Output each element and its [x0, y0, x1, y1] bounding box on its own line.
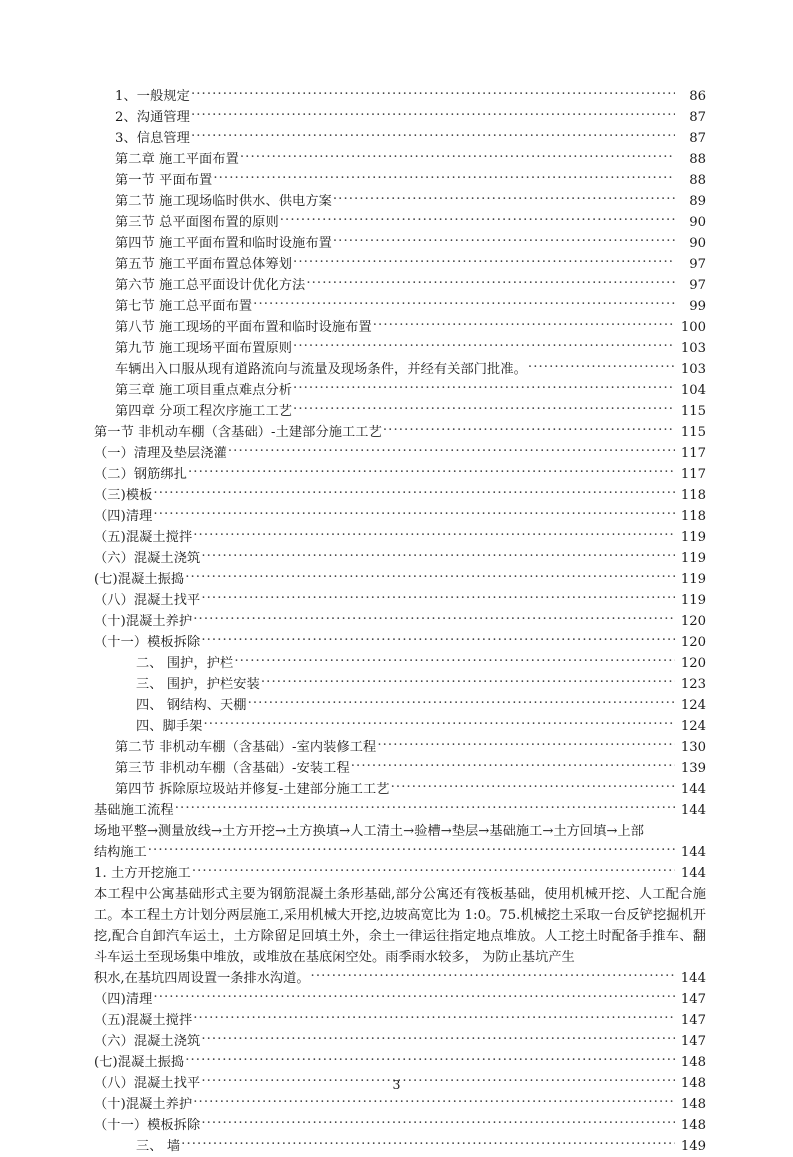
toc-flow-entry-tail-text: 结构施工: [94, 845, 147, 860]
toc-entry-label: (七)混凝土振捣: [94, 1055, 185, 1070]
toc-flow-entry[interactable]: [94, 821, 706, 863]
toc-page-number: 104: [680, 383, 706, 398]
toc-entry[interactable]: [94, 275, 706, 296]
toc-entry-label: （五)混凝土搅拌: [94, 530, 193, 545]
toc-entry[interactable]: [94, 464, 706, 485]
toc-page-number: 148: [680, 1097, 706, 1112]
toc-page-number: 144: [680, 803, 706, 818]
toc-entry[interactable]: [94, 107, 706, 128]
toc-page-number: 120: [680, 656, 706, 671]
toc-paragraph-entry[interactable]: [94, 884, 706, 989]
toc-entry-label: 第四章 分项工程次序施工工艺: [115, 404, 293, 419]
toc-leader-dots: [253, 297, 675, 310]
toc-page-number: 86: [689, 89, 706, 104]
toc-page-number: 90: [689, 215, 706, 230]
toc-leader-dots: [185, 1053, 675, 1066]
toc-entry[interactable]: [94, 632, 706, 653]
toc-entry[interactable]: [94, 653, 706, 674]
toc-page-number: 97: [689, 257, 706, 272]
toc-page-number: 103: [680, 362, 706, 377]
toc-page-number: 123: [680, 677, 706, 692]
toc-page-number: 118: [680, 509, 706, 524]
toc-entry[interactable]: [94, 380, 706, 401]
toc-page-number: 147: [680, 992, 706, 1007]
toc-entry-label: 1. 土方开挖施工: [94, 866, 191, 881]
toc-leader-dots: [188, 465, 675, 478]
toc-entry[interactable]: [94, 737, 706, 758]
toc-page-number: 124: [680, 719, 706, 734]
toc-leader-dots: [191, 129, 675, 142]
toc-entry[interactable]: [94, 191, 706, 212]
toc-leader-dots: [373, 318, 675, 331]
toc-leader-dots: [234, 654, 675, 667]
toc-entry[interactable]: [94, 422, 706, 443]
toc-leader-dots: [191, 87, 675, 100]
toc-entry-label: 三、 墙: [136, 1139, 181, 1154]
toc-entry[interactable]: [94, 170, 706, 191]
toc-entry-label: 第七节 施工总平面布置: [115, 299, 253, 314]
toc-leader-dots: [185, 570, 675, 583]
toc-page-number: 90: [689, 236, 706, 251]
toc-entry-label: (七)混凝土振捣: [94, 572, 185, 587]
toc-entry-label: （四)清理: [94, 992, 153, 1007]
toc-leader-dots: [351, 759, 675, 772]
toc-entry[interactable]: [94, 233, 706, 254]
toc-entry-label: 三、 围护，护栏安装: [136, 677, 260, 692]
toc-leader-dots: [201, 591, 675, 604]
toc-leader-dots: [192, 864, 675, 877]
toc-entry[interactable]: [94, 548, 706, 569]
toc-entry[interactable]: [94, 758, 706, 779]
toc-entry[interactable]: [94, 989, 706, 1010]
toc-entry[interactable]: [94, 443, 706, 464]
toc-entry-label: （八）混凝土找平: [94, 593, 201, 608]
toc-entry-label: （八）混凝土找平: [94, 1076, 201, 1091]
toc-leader-dots: [333, 192, 675, 205]
toc-entry-label: 车辆出入口服从现有道路流向与流量及现场条件，并经有关部门批准。: [115, 362, 527, 377]
toc-page-number: 103: [680, 341, 706, 356]
toc-entry[interactable]: [94, 317, 706, 338]
toc-page-number: 100: [680, 320, 706, 335]
page-footer: [0, 1077, 793, 1092]
toc-entry-label: （十)混凝土养护: [94, 614, 193, 629]
toc-page-number: 144: [680, 866, 706, 881]
toc-entry[interactable]: [94, 149, 706, 170]
toc-entry[interactable]: [94, 1094, 706, 1115]
toc-leader-dots: [306, 276, 675, 289]
toc-entry-label: 第三章 施工项目重点难点分析: [115, 383, 293, 398]
toc-entry-label: （十一）模板拆除: [94, 635, 201, 650]
toc-page-number: 119: [680, 551, 706, 566]
toc-leader-dots: [175, 801, 675, 814]
toc-page-number: 149: [680, 1139, 706, 1154]
toc-entry-label: （五)混凝土搅拌: [94, 1013, 193, 1028]
footer-page-number: 3: [392, 1077, 401, 1092]
toc-entry[interactable]: [94, 401, 706, 422]
toc-page-number: 87: [689, 110, 706, 125]
toc-entry-label: 第二节 施工现场临时供水、供电方案: [115, 194, 332, 209]
toc-entry[interactable]: [94, 254, 706, 275]
toc-entry-label: 第一节 非机动车棚（含基础）-土建部分施工工艺: [94, 425, 382, 440]
toc-page-number: 119: [680, 530, 706, 545]
toc-entry[interactable]: [94, 527, 706, 548]
toc-entry[interactable]: [94, 506, 706, 527]
toc-entry[interactable]: [94, 338, 706, 359]
toc-entry[interactable]: [94, 611, 706, 632]
toc-page-number: 130: [680, 740, 706, 755]
toc-leader-dots: [203, 717, 675, 730]
toc-page-number: 148: [680, 1055, 706, 1070]
toc-entry-label: （二）钢筋绑扎: [94, 467, 188, 482]
toc-entry-label: 3、信息管理: [115, 131, 190, 146]
toc-entry-label: （十一）模板拆除: [94, 1118, 201, 1133]
toc-entry[interactable]: [94, 1115, 706, 1136]
toc-entry-label: 四、 钢结构、天棚: [136, 698, 247, 713]
toc-entry[interactable]: [94, 863, 706, 884]
toc-entry-label: 第一节 平面布置: [115, 173, 213, 188]
toc-entry[interactable]: [94, 674, 706, 695]
toc-page-number: 97: [689, 278, 706, 293]
toc-entry-label: 第九节 施工现场平面布置原则: [115, 341, 293, 356]
toc-entry[interactable]: [94, 86, 706, 107]
toc-leader-dots: [333, 234, 675, 247]
table-of-contents: [94, 86, 706, 1157]
toc-page-number: 139: [680, 761, 706, 776]
toc-entry[interactable]: [94, 296, 706, 317]
toc-page-number: 120: [680, 614, 706, 629]
toc-page-number: 117: [680, 467, 706, 482]
toc-entry-label: 四、脚手架: [136, 719, 203, 734]
toc-leader-dots: [201, 1116, 675, 1129]
toc-page-number: 148: [680, 1076, 706, 1091]
toc-entry-label: （三)模板: [94, 488, 153, 503]
toc-leader-dots: [293, 339, 675, 352]
toc-flow-entry-tail: [94, 842, 706, 863]
toc-leader-dots: [191, 108, 675, 121]
toc-page-number: 120: [680, 635, 706, 650]
toc-leader-dots: [240, 150, 675, 163]
toc-page-number: 147: [680, 1034, 706, 1049]
toc-entry-label: 基础施工流程: [94, 803, 174, 818]
toc-entry-label: （一）清理及垫层浇灌: [94, 446, 227, 461]
toc-leader-dots: [280, 213, 675, 226]
toc-entry-label: 第二章 施工平面布置: [115, 152, 239, 167]
toc-leader-dots: [293, 402, 675, 415]
toc-leader-dots: [377, 738, 675, 751]
toc-entry-label: 第六节 施工总平面设计优化方法: [115, 278, 306, 293]
toc-page-number: 88: [689, 173, 706, 188]
toc-paragraph-entry-tail: [94, 968, 706, 989]
toc-leader-dots: [391, 780, 675, 793]
toc-entry[interactable]: [94, 128, 706, 149]
toc-leader-dots: [311, 969, 675, 982]
toc-leader-dots: [153, 507, 675, 520]
toc-entry[interactable]: [94, 1010, 706, 1031]
toc-leader-dots: [293, 255, 675, 268]
toc-entry-label: 第二节 非机动车棚（含基础）-室内装修工程: [115, 740, 377, 755]
toc-entry-label: 第四节 拆除原垃圾站并修复-土建部分施工工艺: [115, 782, 390, 797]
toc-page-number: 87: [689, 131, 706, 146]
toc-leader-dots: [383, 423, 675, 436]
toc-leader-dots: [228, 444, 675, 457]
toc-page-number: 144: [680, 971, 706, 986]
toc-page-number: 99: [689, 299, 706, 314]
toc-leader-dots: [248, 696, 675, 709]
toc-leader-dots: [213, 171, 675, 184]
toc-page-number: 144: [680, 845, 706, 860]
toc-page-number: 147: [680, 1013, 706, 1028]
toc-entry[interactable]: [94, 1136, 706, 1157]
toc-page-number: 148: [680, 1118, 706, 1133]
toc-entry-label: （六）混凝土浇筑: [94, 551, 201, 566]
toc-entry[interactable]: [94, 800, 706, 821]
toc-leader-dots: [153, 486, 675, 499]
toc-leader-dots: [153, 990, 675, 1003]
toc-entry-label: 第三节 总平面图布置的原则: [115, 215, 279, 230]
toc-page-number: 115: [680, 425, 706, 440]
toc-entry-label: 2、沟通管理: [115, 110, 190, 125]
toc-paragraph-entry-tail-text: 积水,在基坑四周设置一条排水沟道。: [94, 971, 310, 986]
toc-leader-dots: [528, 360, 675, 373]
toc-entry[interactable]: [94, 1052, 706, 1073]
toc-leader-dots: [193, 612, 675, 625]
toc-entry[interactable]: [94, 359, 706, 380]
toc-leader-dots: [148, 843, 675, 856]
toc-page-number: 117: [680, 446, 706, 461]
toc-entry-label: 第八节 施工现场的平面布置和临时设施布置: [115, 320, 372, 335]
toc-flow-entry-text: 场地平整→测量放线→土方开挖→土方换填→人工清土→验槽→垫层→基础施工→土方回填→上部: [94, 824, 644, 839]
toc-entry-label: 二、 围护，护栏: [136, 656, 234, 671]
toc-entry-label: 第五节 施工平面布置总体筹划: [115, 257, 293, 272]
toc-page-number: 144: [680, 782, 706, 797]
toc-leader-dots: [181, 1137, 675, 1150]
toc-entry-label: （六）混凝土浇筑: [94, 1034, 201, 1049]
toc-entry-label: （十)混凝土养护: [94, 1097, 193, 1112]
toc-leader-dots: [193, 1011, 675, 1024]
toc-leader-dots: [201, 1032, 675, 1045]
toc-page-number: 124: [680, 698, 706, 713]
toc-entry-label: （四)清理: [94, 509, 153, 524]
toc-entry[interactable]: [94, 1031, 706, 1052]
toc-entry[interactable]: [94, 590, 706, 611]
toc-entry[interactable]: [94, 485, 706, 506]
toc-leader-dots: [261, 675, 675, 688]
toc-leader-dots: [193, 528, 675, 541]
toc-page-number: 119: [680, 593, 706, 608]
toc-paragraph-entry-text: 本工程中公寓基础形式主要为钢筋混凝土条形基础,部分公寓还有筏板基础，使用机械开挖、人工配合施工。本工程土方计划分两层施工,采用机械大开挖,边坡高宽比为 1:0。75.机械挖土采取一台反铲挖掘机开挖,配合自卸汽车运土，土方除留足回填土外，余土一律运往指定地点堆放。人工挖土时配备手推车、翻斗车运土至现场集中堆放，或堆放在基底闲空处。雨季雨水较多， 为防止基坑产生: [94, 887, 706, 965]
toc-entry[interactable]: [94, 695, 706, 716]
toc-leader-dots: [293, 381, 675, 394]
toc-entry[interactable]: [94, 569, 706, 590]
toc-entry[interactable]: [94, 212, 706, 233]
toc-page-number: 89: [689, 194, 706, 209]
toc-entry-label: 1、一般规定: [115, 89, 190, 104]
toc-entry-label: 第四节 施工平面布置和临时设施布置: [115, 236, 332, 251]
toc-page-number: 119: [680, 572, 706, 587]
toc-entry[interactable]: [94, 716, 706, 737]
toc-entry-label: 第三节 非机动车棚（含基础）-安装工程: [115, 761, 350, 776]
toc-page-number: 88: [689, 152, 706, 167]
toc-entry[interactable]: [94, 779, 706, 800]
toc-page-number: 115: [680, 404, 706, 419]
toc-leader-dots: [201, 549, 675, 562]
toc-page-number: 118: [680, 488, 706, 503]
toc-leader-dots: [201, 633, 675, 646]
toc-leader-dots: [193, 1095, 675, 1108]
